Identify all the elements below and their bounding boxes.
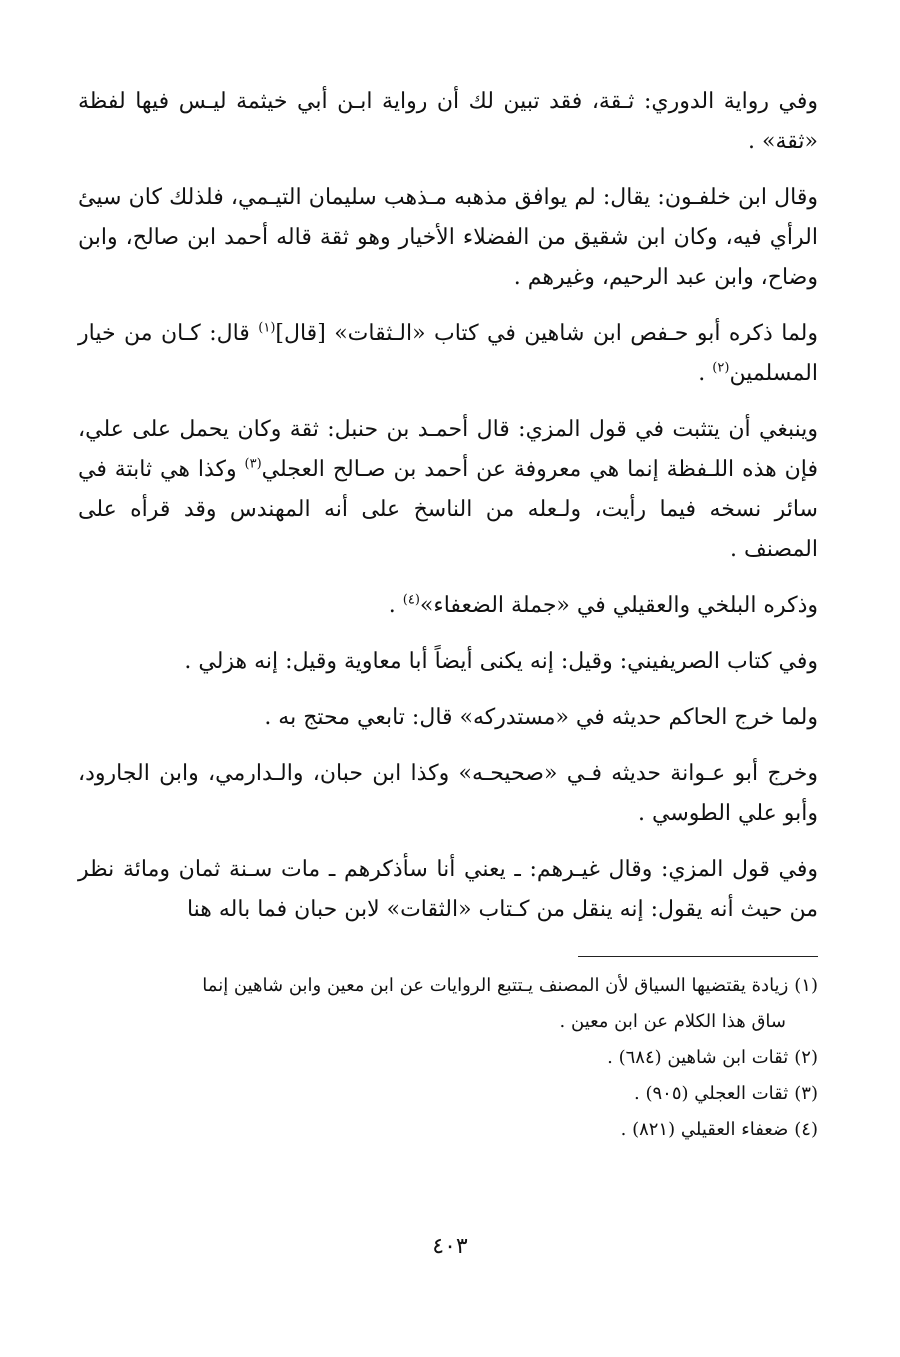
footnote-text: ثقات العجلي (٩٠٥) . — [634, 1083, 789, 1104]
footnote — [78, 1040, 818, 1076]
footnote-text: ضعفاء العقيلي (٨٢١) . — [620, 1119, 789, 1140]
footnote-text: ساق هذا الكلام عن ابن معين . — [559, 1011, 786, 1032]
paragraph — [78, 314, 818, 394]
paragraph: وخرج أبو عـوانة حديثه فـي «صحيحـه» وكذا ابن حبان، والـدارمي، وابن الجارود، وأبو علي الطوسي . — [78, 761, 818, 826]
paragraph-text: . — [698, 361, 713, 386]
paragraph: وفي قول المزي: وقال غيـرهم: ـ يعني أنا سأذكرهم ـ مات سـنة ثمان ومائة نظر من حيث أنه يقول: إنه ينقل من كـتاب «الثقات» لابن حبان فما باله هنا — [78, 857, 818, 922]
paragraph: وقال ابن خلفـون: يقال: لم يوافق مذهبه مـذهب سليمان التيـمي، فلذلك كان سيئ الرأي فيه، وكان ابن شقيق من الفضلاء الأخيار وهو ثقة قاله أحمد ابن صالح، وابن وضاح، وابن عبد الرحيم، وغيرهم . — [78, 185, 818, 290]
footnote-ref: (٣) — [244, 456, 262, 472]
paragraph-text: ولما ذكره أبو حـفص ابن شاهين في كتاب «الـثقات» [قال] — [275, 321, 818, 346]
footnote — [78, 1112, 818, 1148]
footnote-number: (١) — [794, 975, 818, 996]
footnote-separator — [578, 956, 818, 957]
paragraph: وفي رواية الدوري: ثـقة، فقد تبين لك أن رواية ابـن أبي خيثمة ليـس فيها لفظة «ثقة» . — [78, 89, 818, 154]
paragraph: ولما خرج الحاكم حديثه في «مستدركه» قال: تابعي محتج به . — [264, 705, 818, 730]
footnote-text: ثقات ابن شاهين (٦٨٤) . — [607, 1047, 789, 1068]
footnote — [78, 1076, 818, 1112]
footnote-ref: (١) — [258, 320, 276, 336]
page-number: ٤٠٣ — [432, 1234, 468, 1259]
paragraph — [78, 410, 818, 570]
footnote — [78, 968, 818, 1040]
paragraph: وفي كتاب الصريفيني: وقيل: إنه يكنى أيضاً أبا معاوية وقيل: إنه هزلي . — [184, 649, 818, 674]
footnote-number: (٣) — [794, 1083, 818, 1104]
footnote-number: (٢) — [794, 1047, 818, 1068]
footnote-ref: (٢) — [712, 360, 730, 376]
footnote-number: (٤) — [794, 1119, 818, 1140]
footnote-text: زيادة يقتضيها السياق لأن المصنف يـتتبع الروايات عن ابن معين وابن شاهين إنما — [202, 975, 789, 996]
footnotes — [78, 968, 818, 1148]
paragraph-text: قال: كـان من خيار المسلمين — [78, 321, 818, 386]
paragraph-text: وذكره البلخي والعقيلي في «جملة الضعفاء» — [419, 593, 818, 618]
paragraph-text: وكذا هي ثابتة في سائر نسخه فيما رأيت، ولـعله من الناسخ على أنه المهندس وقد قرأه على المصنف . — [78, 457, 818, 562]
paragraph-text: . — [388, 593, 403, 618]
paragraph — [78, 586, 818, 626]
main-text — [78, 82, 818, 946]
paragraph-text: وينبغي أن يتثبت في قول المزي: قال أحمـد بن حنبل: ثقة وكان يحمل على علي، فإن هذه اللـفظة إنما هي معروفة عن أحمد بن صـالح العجلي — [78, 417, 818, 482]
footnote-ref: (٤) — [402, 592, 420, 608]
